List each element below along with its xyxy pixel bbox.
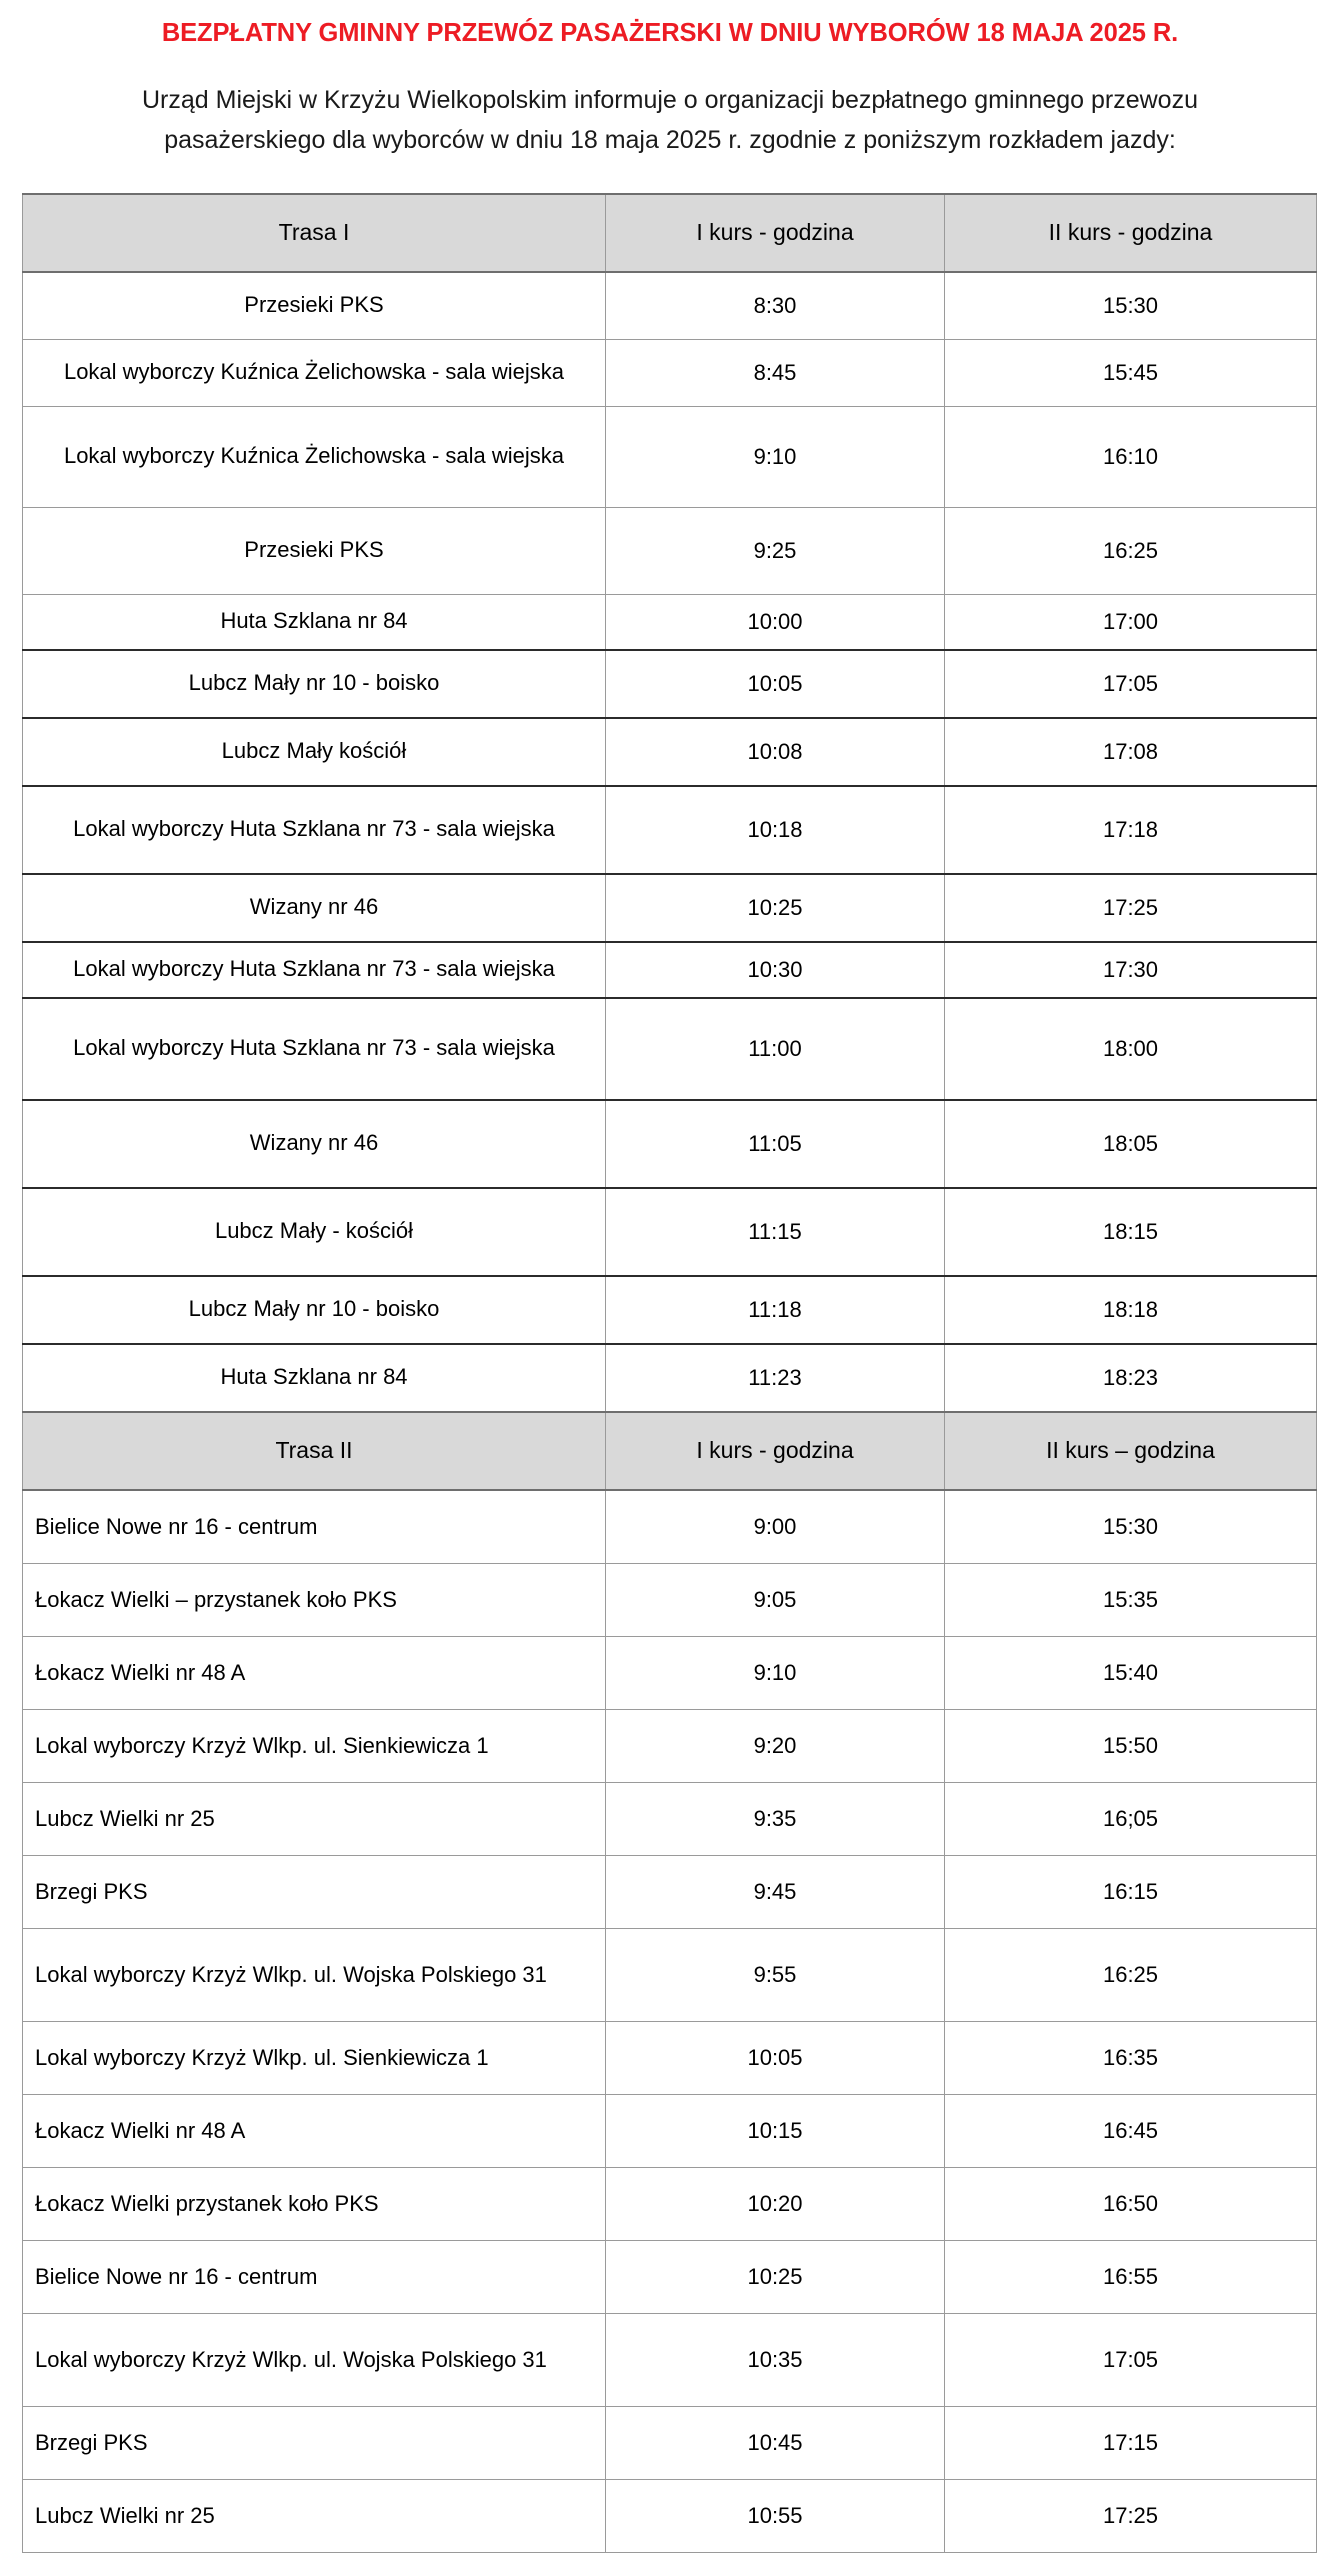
table-row: [23, 942, 1317, 998]
stop-name-cell: Lokal wyborczy Huta Szklana nr 73 - sala wiejska: [23, 786, 606, 874]
table-row: [23, 2479, 1317, 2552]
kurs2-time-cell: 17:05: [945, 650, 1317, 718]
table-row: [23, 1782, 1317, 1855]
kurs1-time-cell: 9:00: [606, 1490, 945, 1564]
kurs1-time-cell: 10:55: [606, 2479, 945, 2552]
stop-name-cell: Lubcz Mały nr 10 - boisko: [23, 1276, 606, 1344]
kurs2-time-cell: 15:30: [945, 1490, 1317, 1564]
table-row: [23, 1563, 1317, 1636]
kurs2-time-cell: 17:18: [945, 786, 1317, 874]
table-row: [23, 2021, 1317, 2094]
stop-name-cell: Łokacz Wielki – przystanek koło PKS: [23, 1563, 606, 1636]
kurs2-time-cell: 16:15: [945, 1855, 1317, 1928]
kurs2-time-cell: 16:25: [945, 507, 1317, 594]
kurs2-time-cell: 17:15: [945, 2406, 1317, 2479]
stop-name-cell: Lubcz Mały nr 10 - boisko: [23, 650, 606, 718]
table-row: [23, 1100, 1317, 1188]
kurs2-time-cell: 16;05: [945, 1782, 1317, 1855]
kurs1-time-cell: 8:45: [606, 339, 945, 406]
kurs2-time-cell: 15:50: [945, 1709, 1317, 1782]
kurs1-time-cell: 10:35: [606, 2313, 945, 2406]
stop-name-cell: Brzegi PKS: [23, 2406, 606, 2479]
kurs2-time-cell: 17:08: [945, 718, 1317, 786]
kurs2-time-cell: 18:00: [945, 998, 1317, 1100]
kurs2-time-cell: 16:55: [945, 2240, 1317, 2313]
table-row: [23, 272, 1317, 340]
kurs2-time-cell: 17:00: [945, 594, 1317, 650]
stop-name-cell: Lokal wyborczy Huta Szklana nr 73 - sala wiejska: [23, 942, 606, 998]
kurs2-time-cell: 16:45: [945, 2094, 1317, 2167]
stop-name-cell: Lokal wyborczy Huta Szklana nr 73 - sala wiejska: [23, 998, 606, 1100]
kurs2-time-cell: 16:25: [945, 1928, 1317, 2021]
kurs1-time-cell: 11:23: [606, 1344, 945, 1412]
kurs1-time-cell: 11:00: [606, 998, 945, 1100]
stop-name-cell: Lokal wyborczy Krzyż Wlkp. ul. Sienkiewicza 1: [23, 2021, 606, 2094]
stop-name-cell: Przesieki PKS: [23, 507, 606, 594]
stop-name-cell: Przesieki PKS: [23, 272, 606, 340]
kurs1-time-cell: 11:18: [606, 1276, 945, 1344]
kurs1-time-cell: 10:00: [606, 594, 945, 650]
kurs1-time-cell: 10:05: [606, 650, 945, 718]
kurs2-time-cell: 18:15: [945, 1188, 1317, 1276]
kurs2-time-cell: 15:45: [945, 339, 1317, 406]
stop-name-cell: Łokacz Wielki przystanek koło PKS: [23, 2167, 606, 2240]
kurs1-column-header: I kurs - godzina: [606, 1412, 945, 1490]
kurs2-time-cell: 17:25: [945, 2479, 1317, 2552]
intro-line-2: pasażerskiego dla wyborców w dniu 18 maja 2025 r. zgodnie z poniższym rozkładem jazdy:: [164, 126, 1176, 155]
stop-name-cell: Bielice Nowe nr 16 - centrum: [23, 2240, 606, 2313]
intro-paragraph: [0, 50, 1340, 161]
kurs1-time-cell: 9:25: [606, 507, 945, 594]
kurs1-column-header: I kurs - godzina: [606, 194, 945, 272]
stop-name-cell: Lokal wyborczy Krzyż Wlkp. ul. Wojska Polskiego 31: [23, 2313, 606, 2406]
kurs1-time-cell: 10:20: [606, 2167, 945, 2240]
table-row: [23, 1636, 1317, 1709]
kurs1-time-cell: 10:18: [606, 786, 945, 874]
kurs1-time-cell: 10:45: [606, 2406, 945, 2479]
kurs1-time-cell: 10:30: [606, 942, 945, 998]
table-row: [23, 1276, 1317, 1344]
kurs2-column-header: II kurs - godzina: [945, 194, 1317, 272]
stop-name-cell: Brzegi PKS: [23, 1855, 606, 1928]
table-row: [23, 507, 1317, 594]
table-row: [23, 1490, 1317, 1564]
table-row: [23, 339, 1317, 406]
kurs2-time-cell: 15:35: [945, 1563, 1317, 1636]
kurs2-time-cell: 15:40: [945, 1636, 1317, 1709]
kurs1-time-cell: 10:15: [606, 2094, 945, 2167]
kurs1-time-cell: 10:25: [606, 2240, 945, 2313]
table-row: [23, 2406, 1317, 2479]
stop-name-cell: Wizany nr 46: [23, 874, 606, 942]
schedule-table: [22, 193, 1317, 2553]
kurs1-time-cell: 10:25: [606, 874, 945, 942]
table-row: [23, 594, 1317, 650]
kurs1-time-cell: 9:20: [606, 1709, 945, 1782]
stop-name-cell: Lokal wyborczy Krzyż Wlkp. ul. Sienkiewicza 1: [23, 1709, 606, 1782]
stop-name-cell: Lokal wyborczy Krzyż Wlkp. ul. Wojska Polskiego 31: [23, 1928, 606, 2021]
table-row: [23, 2240, 1317, 2313]
kurs2-time-cell: 17:05: [945, 2313, 1317, 2406]
stop-name-cell: Lubcz Wielki nr 25: [23, 2479, 606, 2552]
table-row: [23, 874, 1317, 942]
stop-name-cell: Łokacz Wielki nr 48 A: [23, 2094, 606, 2167]
stop-name-cell: Lubcz Mały kościół: [23, 718, 606, 786]
kurs1-time-cell: 9:05: [606, 1563, 945, 1636]
kurs2-time-cell: 18:05: [945, 1100, 1317, 1188]
kurs2-time-cell: 17:30: [945, 942, 1317, 998]
route-name-header: Trasa II: [23, 1412, 606, 1490]
table-row: [23, 718, 1317, 786]
table-row: [23, 1928, 1317, 2021]
stop-name-cell: Lokal wyborczy Kuźnica Żelichowska - sala wiejska: [23, 339, 606, 406]
kurs2-time-cell: 16:10: [945, 406, 1317, 507]
table-row: [23, 406, 1317, 507]
stop-name-cell: Lubcz Wielki nr 25: [23, 1782, 606, 1855]
table-row: [23, 998, 1317, 1100]
kurs1-time-cell: 9:10: [606, 406, 945, 507]
kurs2-column-header: II kurs – godzina: [945, 1412, 1317, 1490]
page-title: BEZPŁATNY GMINNY PRZEWÓZ PASAŻERSKI W DNIU WYBORÓW 18 MAJA 2025 R.: [161, 19, 1179, 47]
kurs1-time-cell: 11:05: [606, 1100, 945, 1188]
table-row: [23, 2094, 1317, 2167]
kurs1-time-cell: 10:08: [606, 718, 945, 786]
kurs2-time-cell: 16:50: [945, 2167, 1317, 2240]
table-row: [23, 2313, 1317, 2406]
kurs1-time-cell: 9:55: [606, 1928, 945, 2021]
table-row: [23, 650, 1317, 718]
kurs1-time-cell: 9:45: [606, 1855, 945, 1928]
kurs2-time-cell: 18:18: [945, 1276, 1317, 1344]
schedule-table-body: [23, 194, 1317, 2553]
table-row: [23, 786, 1317, 874]
route-header-row: [23, 194, 1317, 272]
route-header-row: [23, 1412, 1317, 1490]
kurs1-time-cell: 9:10: [606, 1636, 945, 1709]
kurs2-time-cell: 15:30: [945, 272, 1317, 340]
kurs2-time-cell: 16:35: [945, 2021, 1317, 2094]
table-row: [23, 1344, 1317, 1412]
stop-name-cell: Lokal wyborczy Kuźnica Żelichowska - sala wiejska: [23, 406, 606, 507]
kurs2-time-cell: 18:23: [945, 1344, 1317, 1412]
stop-name-cell: Huta Szklana nr 84: [23, 1344, 606, 1412]
stop-name-cell: Bielice Nowe nr 16 - centrum: [23, 1490, 606, 1564]
stop-name-cell: Huta Szklana nr 84: [23, 594, 606, 650]
table-row: [23, 1188, 1317, 1276]
route-name-header: Trasa I: [23, 194, 606, 272]
schedule-table-wrapper: [0, 161, 1340, 2553]
stop-name-cell: Łokacz Wielki nr 48 A: [23, 1636, 606, 1709]
kurs1-time-cell: 9:35: [606, 1782, 945, 1855]
kurs1-time-cell: 11:15: [606, 1188, 945, 1276]
kurs1-time-cell: 10:05: [606, 2021, 945, 2094]
table-row: [23, 1855, 1317, 1928]
kurs1-time-cell: 8:30: [606, 272, 945, 340]
intro-line-1: Urząd Miejski w Krzyżu Wielkopolskim informuje o organizacji bezpłatnego gminnego przewozu: [141, 85, 1198, 114]
stop-name-cell: Lubcz Mały - kościół: [23, 1188, 606, 1276]
kurs2-time-cell: 17:25: [945, 874, 1317, 942]
table-row: [23, 2167, 1317, 2240]
stop-name-cell: Wizany nr 46: [23, 1100, 606, 1188]
table-row: [23, 1709, 1317, 1782]
